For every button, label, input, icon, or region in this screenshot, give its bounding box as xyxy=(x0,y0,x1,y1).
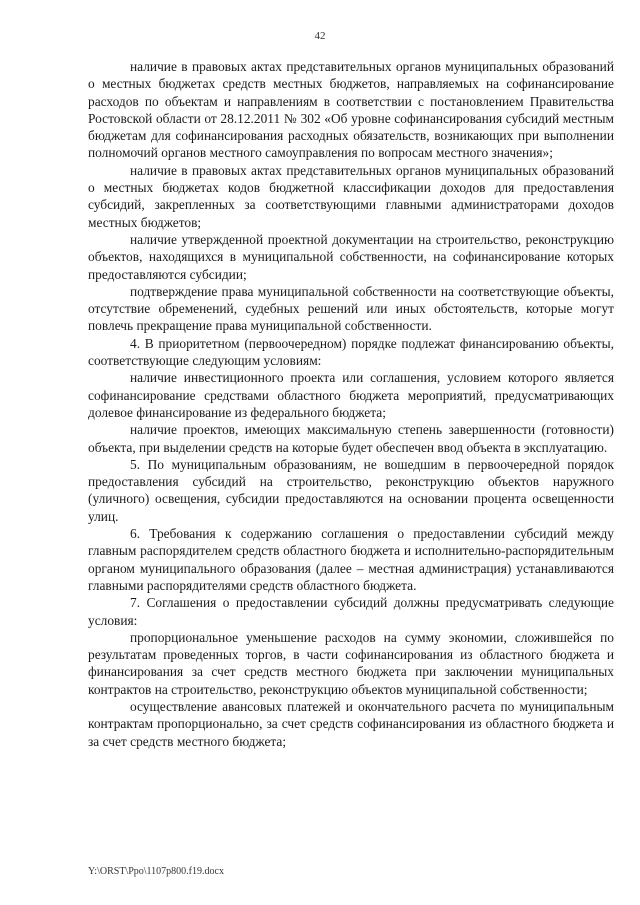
file-path-footer: Y:\ORST\Ppo\1107p800.f19.docx xyxy=(88,866,224,877)
paragraph: наличие в правовых актах представительных органов муниципальных образований о местных бюджетах кодов бюджетной классификации доходов для предоставления субсидий, закрепленных за соответствующими главными администраторами доходов местных бюджетов; xyxy=(88,162,614,230)
paragraph: 4. В приоритетном (первоочередном) порядке подлежат финансированию объекты, соответствующие следующим условиям: xyxy=(88,335,614,369)
page-number: 42 xyxy=(314,30,326,42)
document-body xyxy=(88,58,614,750)
paragraph: наличие проектов, имеющих максимальную степень завершенности (готовности) объекта, при выделении средств на которые будет обеспечен ввод объекта в эксплуатацию. xyxy=(88,422,614,455)
paragraph: подтверждение права муниципальной собственности на соответствующие объекты, отсутствие обременений, судебных решений или иных обстоятельств, которые могут повлечь прекращение права муниципальной собственности. xyxy=(88,283,614,334)
paragraph: наличие утвержденной проектной документации на строительство, реконструкцию объектов, находящихся в муниципальной собственности, на софинансирование которых предоставляются субсидии; xyxy=(88,231,614,282)
paragraph: осуществление авансовых платежей и окончательного расчета по муниципальным контрактам пропорционально, за счет средств софинансирования из областного бюджета и за счет средств местного бюджета; xyxy=(88,698,614,749)
paragraph: 5. По муниципальным образованиям, не вошедшим в первоочередной порядок предоставления субсидий на строительство, реконструкцию объектов наружного (уличного) освещения, субсидии предоставляются на основании процента освещенности улиц. xyxy=(88,456,614,524)
paragraph: 6. Требования к содержанию соглашения о предоставлении субсидий между главным распорядителем средств областного бюджета и исполнительно-распорядительным органом муниципального образования (далее – местная администрация) устанавливаются главными распорядителями средств областного бюджета. xyxy=(88,526,614,593)
paragraph: наличие в правовых актах представительных органов муниципальных образований о местных бюджетах средств местных бюджетов, направляемых на софинансирование расходов по объектам и направлениям в соответствии с постановлением Правительства Ростовской области от 28.12.2011 № 302 «Об уровне софинансирования субсидий местным бюджетам для софинансирования расходных обязательств, возникающих при выполнении полномочий органов местного самоуправления по вопросам местного значения»; xyxy=(88,59,614,161)
paragraph: 7. Соглашения о предоставлении субсидий должны предусматривать следующие условия: xyxy=(88,595,614,628)
paragraph: наличие инвестиционного проекта или соглашения, условием которого является софинансирование средствами областного бюджета мероприятий, предусматривающих долевое финансирование из федерального бюджета; xyxy=(88,370,614,420)
paragraph: пропорциональное уменьшение расходов на сумму экономии, сложившейся по результатам проведенных торгов, в части софинансирования из областного бюджета и финансирования за счет средств местного бюджета при заключении муниципальных контрактов на строительство, реконструкцию объектов муниципальной собственности; xyxy=(88,629,614,697)
